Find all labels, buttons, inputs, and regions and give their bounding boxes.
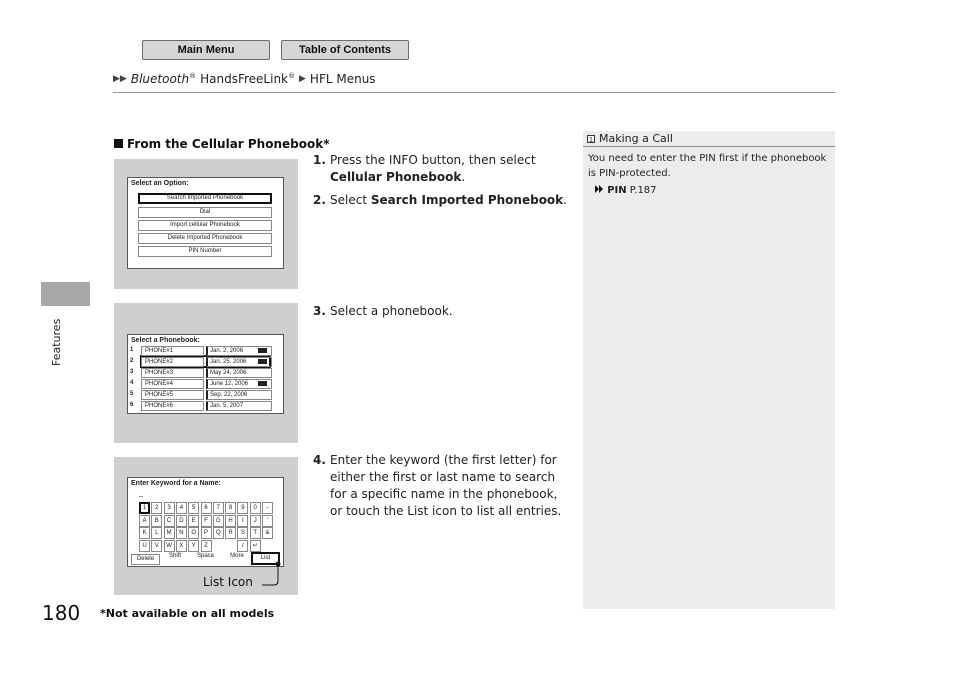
keyword-input[interactable]: _ [139,490,143,497]
keyboard-key[interactable]: W [164,540,175,552]
phone-icon [258,381,267,386]
keyboard-key[interactable]: K [139,527,150,539]
keyboard-key[interactable]: 5 [188,502,199,514]
keyboard-key[interactable]: O [188,527,199,539]
keyboard-key[interactable]: X [176,540,187,552]
section-heading: From the Cellular Phonebook* [114,137,330,151]
space-button[interactable]: Space [196,553,214,559]
side-tab-label: Features [50,318,63,366]
keyboard-key[interactable]: 7 [213,502,224,514]
keyboard-key[interactable]: ' [262,515,273,527]
more-button[interactable]: More [230,553,244,559]
sidebar-note [583,131,835,609]
phonebook-list-title: Select a Phonebook: [131,337,200,344]
keyboard-key[interactable]: G [213,515,224,527]
breadcrumb-handsfreelink[interactable]: HandsFreeLink® [200,72,295,86]
keyboard-key[interactable]: M [164,527,175,539]
keyboard-key[interactable]: ↵ [250,540,261,552]
keyboard-key[interactable]: F [201,515,212,527]
pin-reference-link[interactable]: PIN P.187 [595,185,835,196]
keyboard-key[interactable]: 1 [139,502,150,514]
keyboard-key[interactable]: 8 [225,502,236,514]
step-2: 2. Select Search Imported Phonebook. [313,193,567,207]
phone-icon [258,348,267,353]
keyboard-key[interactable]: 3 [164,502,175,514]
breadcrumb-bluetooth[interactable]: Bluetooth® [130,72,197,86]
keyboard-key[interactable]: C [164,515,175,527]
phonebook-list-screen [127,334,284,414]
keyboard-key[interactable]: 6 [201,502,212,514]
phonebook-row[interactable]: 3 PHONE#3 May 24, 2006 [129,368,284,379]
option-search-imported-phonebook[interactable]: Search Imported Phonebook [138,193,272,204]
breadcrumb-arrow-icon: ▶▶ [113,74,127,84]
breadcrumb-arrow-icon: ▶ [299,74,306,84]
sidebar-note-text: You need to enter the PIN first if the phonebook is PIN-protected. [588,153,827,179]
keyboard-key[interactable]: 2 [151,502,162,514]
breadcrumb-hfl-menus[interactable]: HFL Menus [309,72,376,86]
keyboard-key[interactable]: / [237,540,248,552]
shift-button[interactable]: Shift [168,553,181,559]
phonebook-row[interactable]: 4 PHONE#4 June 12, 2006 [129,379,284,390]
step-3: 3. Select a phonebook. [313,304,453,318]
keyboard-key[interactable]: V [151,540,162,552]
keyboard-key[interactable]: P [201,527,212,539]
side-tab [50,290,70,370]
keyboard-key[interactable]: N [176,527,187,539]
phone-icon [258,359,267,364]
footnote: *Not available on all models [100,607,275,620]
phonebook-row[interactable]: 2 PHONE#2 Jan. 25, 2006 [129,357,284,368]
reference-arrow-icon [595,185,604,193]
keyword-entry-screen [127,477,284,567]
keyboard-key[interactable]: R [225,527,236,539]
list-icon-button[interactable]: List [251,552,280,565]
keyboard-key[interactable]: H [225,515,236,527]
keyboard-key[interactable] [213,540,224,552]
keyword-entry-title: Enter Keyword for a Name: [131,480,221,487]
svg-text:1: 1 [588,135,594,143]
screenshot-keyword-entry [114,457,298,595]
step-4: 4. Enter the keyword (the first letter) for either the first or last name to search for a specific name in the phonebook, or touch the List icon to list all entries. [313,453,562,518]
screenshot-phonebook-list [114,303,298,443]
phonebook-row[interactable]: 6 PHONE#6 Jan. 5, 2007 [129,401,284,412]
step-1: 1. Press the INFO button, then select Cellular Phonebook. [313,153,536,184]
note-icon [587,135,595,143]
keyboard-key[interactable]: B [151,515,162,527]
page-number: 180 [42,601,81,625]
sidebar-header: 1 Making a Call [583,131,835,147]
keyboard-key[interactable]: 9 [237,502,248,514]
keyboard-key[interactable]: 0 [250,502,261,514]
keyboard-key[interactable]: A [139,515,150,527]
option-delete-imported-phonebook[interactable]: Delete Imported Phonebook [138,233,272,244]
keyboard-key[interactable]: L [151,527,162,539]
phonebook-row[interactable]: 1 PHONE#1 Jan. 2, 2006 [129,346,284,357]
table-of-contents-button[interactable]: Table of Contents [281,40,409,60]
keyboard-key[interactable] [225,540,236,552]
keyboard-key[interactable]: S [237,527,248,539]
phonebook-row[interactable]: 5 PHONE#5 Sep. 22, 2006 [129,390,284,401]
keyboard-key[interactable]: - [262,502,273,514]
breadcrumb [113,72,376,86]
screenshot-option-menu [114,159,298,289]
header-rule [113,92,835,93]
keyboard-key[interactable]: J [250,515,261,527]
keyboard-key[interactable]: I [237,515,248,527]
option-menu-title: Select an Option: [131,180,189,187]
keyboard-key[interactable]: 4 [176,502,187,514]
keyboard-key[interactable]: Z [201,540,212,552]
square-bullet-icon [114,139,123,148]
keyboard-key[interactable]: E [188,515,199,527]
delete-button[interactable]: Delete [131,554,160,565]
keyboard-key[interactable]: D [176,515,187,527]
option-dial[interactable]: Dial [138,207,272,218]
option-import-cellular-phonebook[interactable]: Import cellular Phonebook [138,220,272,231]
keyboard-key[interactable]: & [262,527,273,539]
keyboard-key[interactable]: Y [188,540,199,552]
option-pin-number[interactable]: PIN Number [138,246,272,257]
list-icon-callout: List Icon [203,575,253,589]
keyboard-key[interactable]: U [139,540,150,552]
keyboard-key[interactable]: Q [213,527,224,539]
option-menu-screen [127,177,284,269]
main-menu-button[interactable]: Main Menu [142,40,270,60]
keyboard-key[interactable]: T [250,527,261,539]
